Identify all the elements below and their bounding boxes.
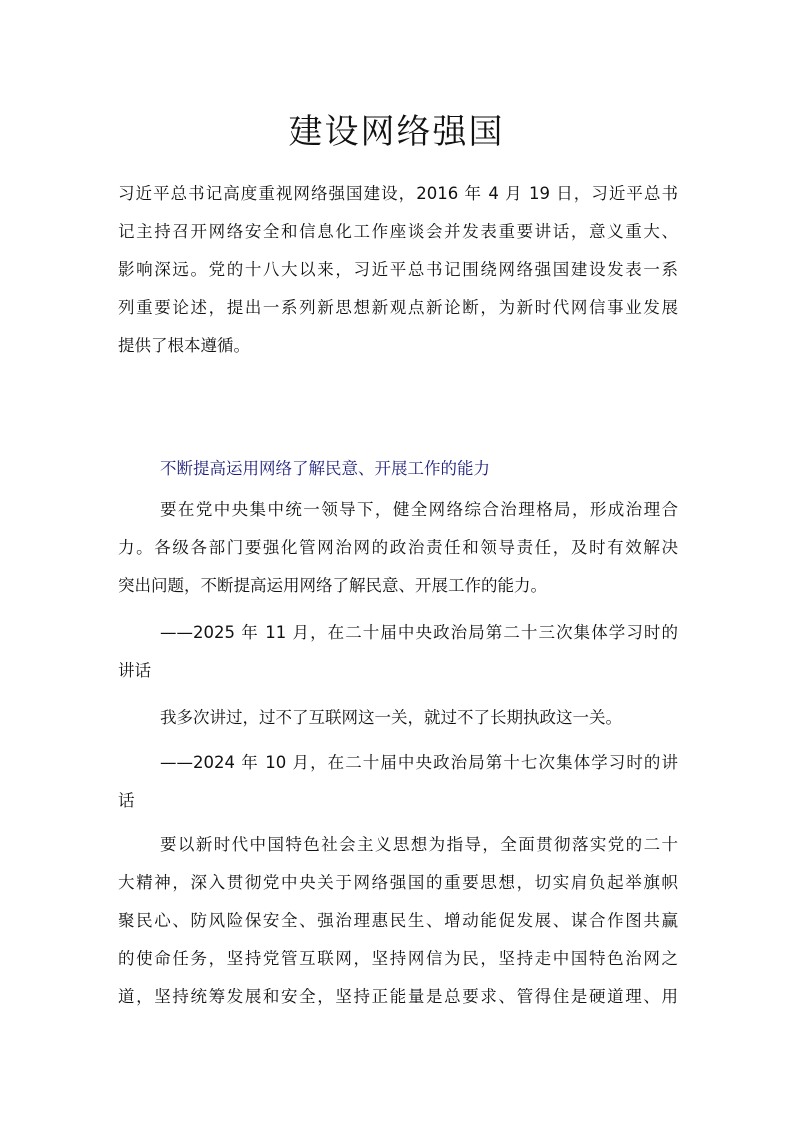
text-line: 影响深远。党的十八大以来，习近平总书记围绕网络强国建设发表一系 — [118, 260, 678, 279]
intro-paragraph — [118, 175, 678, 365]
section-heading: 不断提高运用网络了解民意、开展工作的能力 — [160, 459, 490, 478]
quote-source-2 — [118, 744, 678, 820]
text-line: 聚民心、防风险保安全、强治理惠民生、增动能促发展、谋合作图共赢 — [118, 911, 678, 930]
text-line: 提供了根本遵循。 — [118, 336, 250, 355]
quote-paragraph-2 — [118, 699, 678, 737]
text-line: 列重要论述，提出一系列新思想新观点新论断，为新时代网信事业发展 — [118, 298, 678, 317]
text-line: 记主持召开网络安全和信息化工作座谈会并发表重要讲话，意义重大、 — [118, 222, 678, 241]
text-line: 讲话 — [118, 661, 151, 680]
text-line: 要在党中央集中统一领导下，健全网络综合治理格局，形成治理合 — [160, 500, 678, 519]
text-line: 的使命任务，坚持党管互联网，坚持网信为民，坚持走中国特色治网之 — [118, 949, 678, 968]
text-line: 力。各级各部门要强化管网治网的政治责任和领导责任，及时有效解决 — [118, 538, 678, 557]
text-line: 我多次讲过，过不了互联网这一关，就过不了长期执政这一关。 — [160, 708, 622, 727]
text-line: 突出问题，不断提高运用网络了解民意、开展工作的能力。 — [118, 576, 547, 595]
text-line: 道，坚持统筹发展和安全，坚持正能量是总要求、管得住是硬道理、用 — [118, 987, 678, 1006]
page-title: 建设网络强国 — [288, 112, 505, 152]
text-line: 要以新时代中国特色社会主义思想为指导，全面贯彻落实党的二十 — [160, 835, 678, 854]
quote-source-1 — [118, 614, 678, 690]
text-line: 大精神，深入贯彻党中央关于网络强国的重要思想，切实肩负起举旗帜 — [118, 873, 678, 892]
text-line: ——2025 年 11 月，在二十届中央政治局第二十三次集体学习时的 — [160, 623, 678, 642]
text-line: 习近平总书记高度重视网络强国建设，2016 年 4 月 19 日，习近平总书 — [118, 184, 678, 203]
quote-paragraph-3 — [118, 826, 678, 1016]
text-line: ——2024 年 10 月，在二十届中央政治局第十七次集体学习时的讲 — [160, 753, 678, 772]
quote-paragraph-1 — [118, 491, 678, 605]
text-line: 话 — [118, 791, 135, 810]
